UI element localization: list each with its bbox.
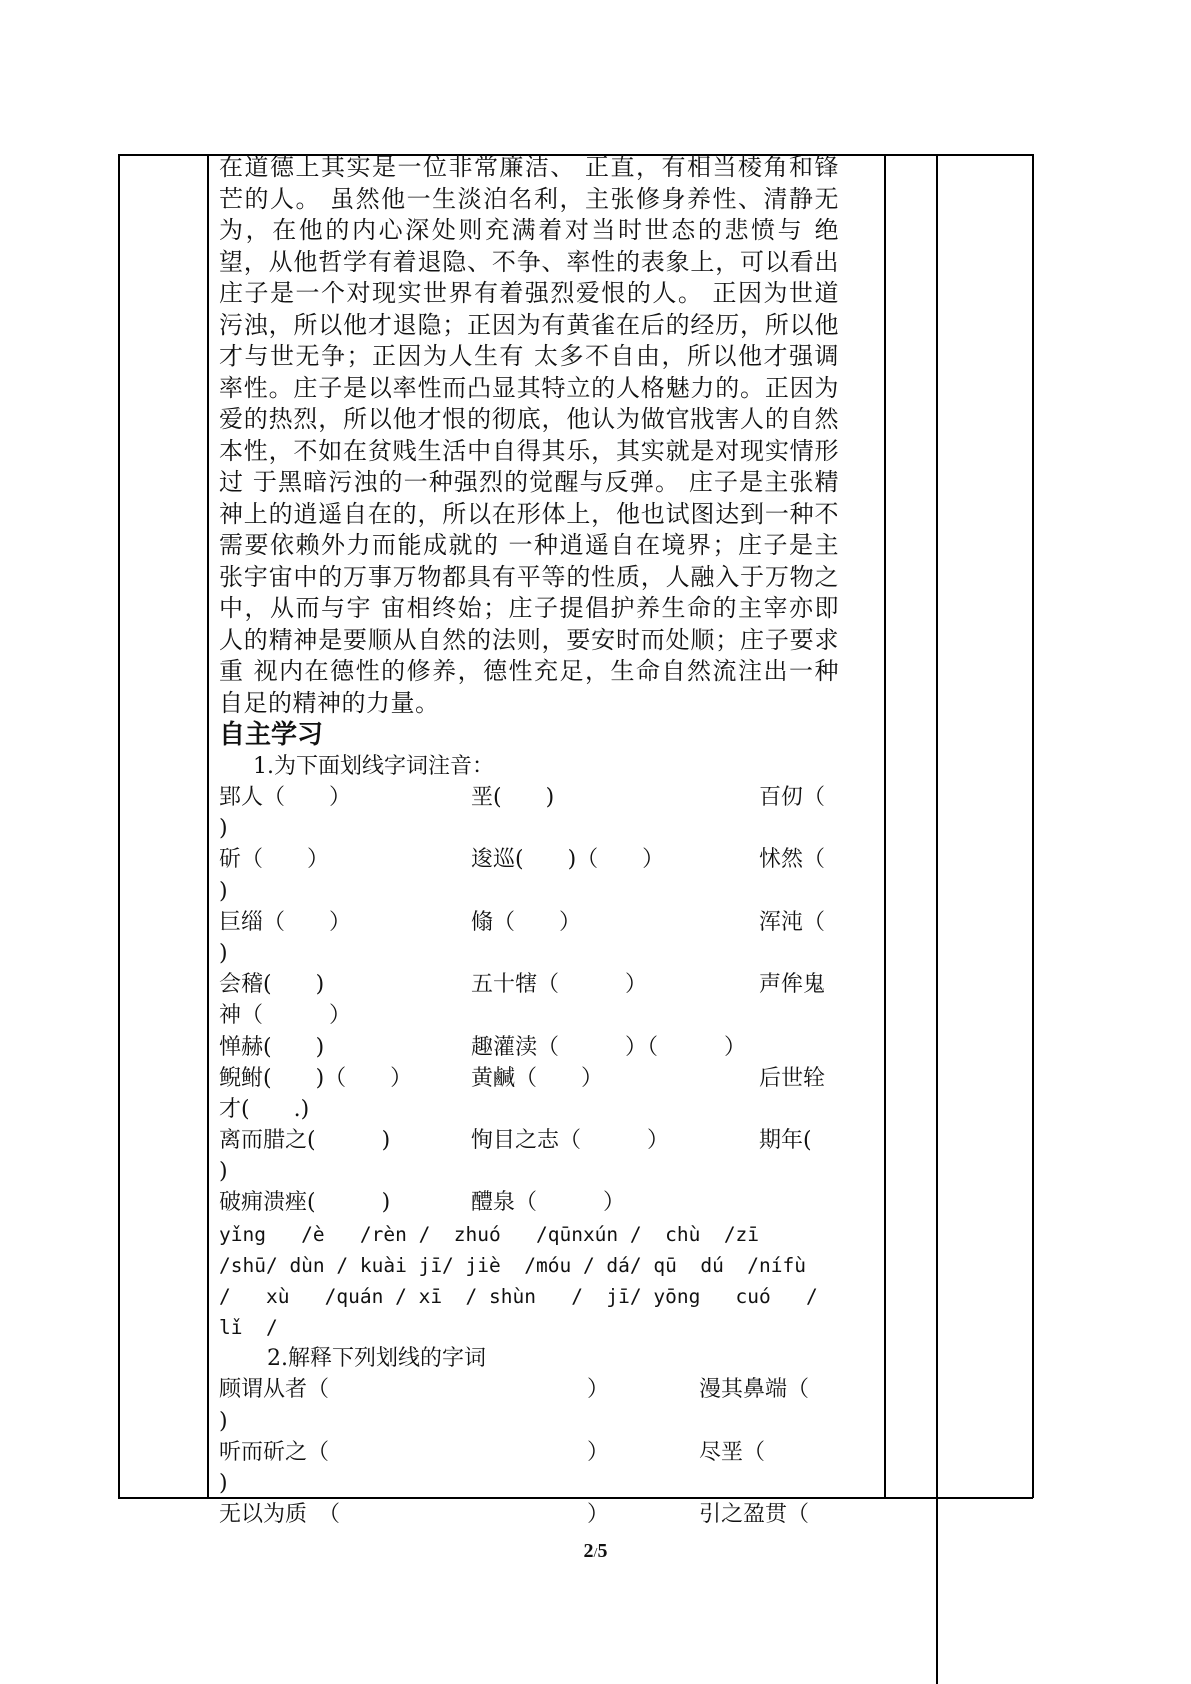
- pinyin-line: yǐng /è /rèn / zhuó /qūnxún / chù /zī: [219, 1222, 760, 1246]
- exercise-row: [219, 1000, 839, 1031]
- exercise-item: 百仞（: [759, 785, 826, 810]
- pinyin-answers: [219, 1219, 839, 1344]
- exercise-row: [219, 813, 839, 844]
- exercise-row: [219, 1063, 839, 1094]
- exercise-item: 神（ ）: [219, 1003, 352, 1029]
- exercise-item: 黄鹹（ ）: [471, 1065, 604, 1091]
- exercise-item: 漫其鼻端（: [699, 1377, 810, 1403]
- exercise-row: [219, 907, 839, 938]
- question-2-title: 2.解释下列划线的字词: [267, 1346, 486, 1372]
- page-total: 5: [597, 1540, 608, 1562]
- exercise-item: ）: [587, 1377, 610, 1403]
- exercise-item: 郢人（ ）: [219, 785, 352, 810]
- exercise-item: ): [219, 1159, 228, 1185]
- passage-paragraph: 在道德上其实是一位非常廉洁、 正直，有相当棱角和锋芒的人。 虽然他一生淡泊名利，主张修身养性、清静无为，在他的内心深处则充满着对当时世态的悲愤与 绝望，从他哲学有着退隐、不争、率性的表象上，可以看出庄子是一个对现实世界有着强烈爱恨的人。 正因为世道污浊，所以他才退隐；正因为有黄雀在后的经历，所以他才与世无争；正因为人生有 太多不自由，所以他才强调率性。庄子是以率性而凸显其特立的人格魅力的。正因为爱的热烈，所以他才恨的彻底，他认为做官戕害人的自然本性，不如在贫贱生活中自得其乐，其实就是对现实情形过 于黑暗污浊的一种强烈的觉醒与反弹。 庄子是主张精神上的逍遥自在的，所以在形体上，他也试图达到一种不需要依赖外力而能成就的 一种逍遥自在境界；庄子是主张宇宙中的万事万物都具有平等的性质，人融入于万物之中，从而与宇 宙相终始；庄子提倡护养生命的主宰亦即人的精神是要顺从自然的法则，要安时而处顺；庄子要求重 视内在德性的修养，德性充足，生命自然流注出一种自足的精神的力量。: [219, 153, 839, 717]
- lesson-content: [219, 152, 839, 1530]
- exercise-item: 破痈溃痤( ): [219, 1190, 391, 1216]
- exercise-row: [219, 969, 839, 1000]
- exercise-item: 鲵鲋( )（ ）: [219, 1065, 413, 1091]
- exercise-row: [219, 1499, 839, 1530]
- exercise-item: 声侔鬼: [759, 972, 826, 998]
- page-separator: /: [593, 1546, 598, 1561]
- exercise-row: [219, 1437, 839, 1468]
- exercise-row: [219, 1094, 839, 1125]
- exercise-row: [219, 1156, 839, 1187]
- exercise-item: 巨缁（ ）: [219, 909, 352, 935]
- exercise-item: 翛（ ）: [471, 909, 582, 935]
- question-2-rows: [219, 1374, 839, 1530]
- exercise-item: ): [219, 1471, 228, 1496]
- question-1-rows: [219, 782, 839, 1219]
- exercise-item: 引之盈贯（: [699, 1502, 810, 1528]
- pinyin-line: /shū/ dùn / kuài jī/ jiè /móu / dá/ qū dú /nífù: [219, 1253, 806, 1277]
- exercise-item: 垩( ): [471, 785, 555, 810]
- exercise-item: 逡巡( )（ ）: [471, 847, 665, 873]
- exercise-item: ）: [587, 1439, 610, 1465]
- exercise-row: [219, 1374, 839, 1405]
- exercise-row: [219, 1125, 839, 1156]
- question-1-title: 1.为下面划线字词注音：: [253, 754, 494, 779]
- exercise-row: [219, 938, 839, 969]
- exercise-row: [219, 1468, 839, 1499]
- exercise-row: [219, 1032, 839, 1063]
- exercise-item: 趣灌渎（ ）（ ）: [471, 1034, 747, 1060]
- exercise-item: ）: [587, 1502, 610, 1528]
- page-number: [0, 1540, 1191, 1563]
- exercise-row: [219, 844, 839, 875]
- table-col-line-3: [884, 154, 886, 1498]
- table-col-line-1: [118, 154, 120, 1498]
- exercise-item: 斫（ ）: [219, 847, 330, 873]
- exercise-item: 离而腊之( ): [219, 1128, 391, 1154]
- page-current: 2: [583, 1540, 594, 1562]
- exercise-item: 期年(: [759, 1128, 812, 1154]
- exercise-item: ): [219, 940, 228, 966]
- exercise-item: 恂目之志（ ）: [471, 1128, 670, 1154]
- exercise-item: ): [219, 816, 228, 842]
- table-col-line-5: [1032, 154, 1034, 1498]
- table-col-line-4: [936, 154, 938, 1684]
- exercise-item: 顾谓从者（: [219, 1377, 330, 1403]
- table-col-line-2: [207, 154, 209, 1498]
- exercise-row: [219, 1406, 839, 1437]
- exercise-item: 会稽( ): [219, 972, 325, 998]
- pinyin-line: lǐ /: [219, 1316, 278, 1340]
- exercise-item: 无以为质 （: [219, 1502, 341, 1528]
- exercise-item: 五十犗（ ）: [471, 972, 648, 998]
- exercise-item: 浑沌（: [759, 909, 826, 935]
- exercise-row: [219, 1187, 839, 1218]
- pinyin-line: / xù /quán / xī / shùn / jī/ yōng cuó /: [219, 1285, 818, 1309]
- section-heading: 自主学习: [219, 720, 324, 750]
- exercise-item: 后世辁: [759, 1065, 826, 1091]
- exercise-row: [219, 782, 839, 813]
- exercise-item: ): [219, 1408, 228, 1434]
- exercise-item: 尽垩（: [699, 1439, 766, 1465]
- exercise-item: 醴泉（ ）: [471, 1190, 626, 1216]
- exercise-item: ): [219, 878, 228, 904]
- exercise-item: 怵然（: [759, 847, 826, 873]
- exercise-item: 听而斫之（: [219, 1439, 330, 1465]
- exercise-row: [219, 876, 839, 907]
- exercise-item: 惮赫( ): [219, 1034, 325, 1060]
- exercise-item: 才( .): [219, 1096, 310, 1122]
